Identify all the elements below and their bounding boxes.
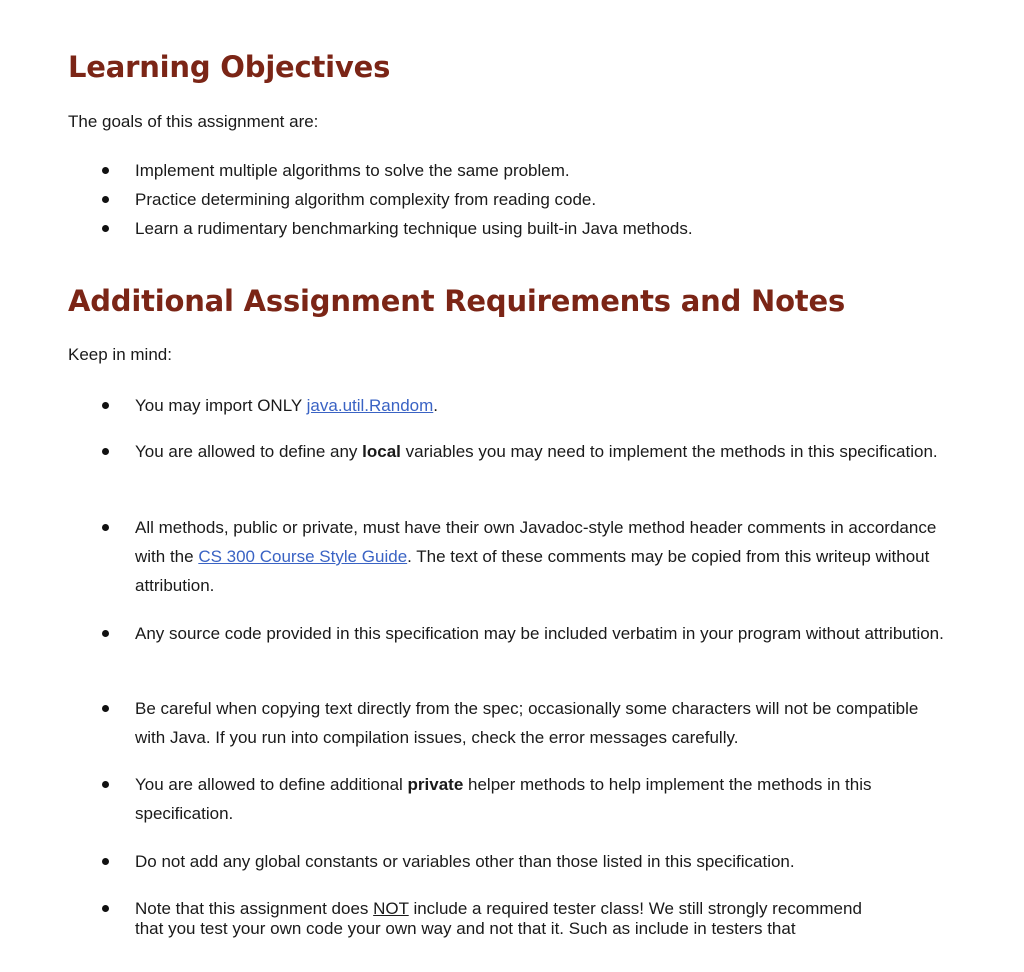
bold-local: local xyxy=(362,442,401,461)
cut-off-text: that you test your own code your own way and not that it. Such as include in testers that xyxy=(135,919,796,938)
list-item xyxy=(135,513,945,600)
requirements-intro: Keep in mind: xyxy=(68,345,172,364)
list-item xyxy=(135,437,945,466)
list-item-text: All methods, public or private, must have their own Javadoc-style method header comments in accordance with the xyxy=(135,518,937,566)
bullet-icon xyxy=(102,448,109,455)
bold-private: private xyxy=(407,775,464,794)
list-item-text: variables you may need to implement the methods in this specification. xyxy=(400,442,938,461)
list-item xyxy=(135,156,945,185)
bullet-icon xyxy=(102,225,109,232)
list-item-text: Learn a rudimentary benchmarking technique using built-in Java methods. xyxy=(135,219,693,238)
cut-off-line xyxy=(135,919,945,938)
list-item-text: You are allowed to define additional xyxy=(135,775,408,794)
list-item-text: Do not add any global constants or variables other than those listed in this specification. xyxy=(135,852,795,871)
bullet-icon xyxy=(102,524,109,531)
list-item-text: . xyxy=(433,396,439,415)
list-item xyxy=(135,619,945,648)
list-item xyxy=(135,770,945,828)
bullet-icon xyxy=(102,630,109,637)
list-item-text: Note that this assignment does xyxy=(135,899,374,918)
list-item xyxy=(135,847,945,876)
heading-additional-requirements: Additional Assignment Requirements and Notes xyxy=(68,284,846,318)
bullet-icon xyxy=(102,705,109,712)
bullet-icon xyxy=(102,196,109,203)
list-item-text: helper methods to help implement the methods in this specification. xyxy=(135,775,872,823)
list-item xyxy=(135,185,945,214)
learning-intro: The goals of this assignment are: xyxy=(68,112,319,131)
java-util-random-link[interactable]: java.util.Random xyxy=(306,396,434,415)
heading-learning-objectives: Learning Objectives xyxy=(68,50,391,84)
style-guide-link[interactable]: CS 300 Course Style Guide xyxy=(198,547,408,566)
list-item xyxy=(135,391,945,420)
bullet-icon xyxy=(102,781,109,788)
list-item-text: Practice determining algorithm complexity from reading code. xyxy=(135,190,597,209)
list-item-text: Be careful when copying text directly from the spec; occasionally some characters will not be compatible with Java. If you run into compilation issues, check the error messages carefully. xyxy=(135,699,919,747)
list-item xyxy=(135,214,945,243)
bullet-icon xyxy=(102,905,109,912)
list-item xyxy=(135,694,945,752)
list-item-text: Implement multiple algorithms to solve the same problem. xyxy=(135,161,570,180)
underline-not: NOT xyxy=(373,899,409,918)
list-item-text: You are allowed to define any xyxy=(135,442,363,461)
bullet-icon xyxy=(102,402,109,409)
list-item-text: Any source code provided in this specification may be included verbatim in your program without attribution. xyxy=(135,624,944,643)
list-item-text: . The text of these comments may be copied from this writeup without attribution. xyxy=(135,547,930,595)
list-item-text: include a required tester class! We still strongly recommend xyxy=(408,899,862,918)
bullet-icon xyxy=(102,858,109,865)
list-item-text: You may import ONLY xyxy=(135,396,307,415)
bullet-icon xyxy=(102,167,109,174)
